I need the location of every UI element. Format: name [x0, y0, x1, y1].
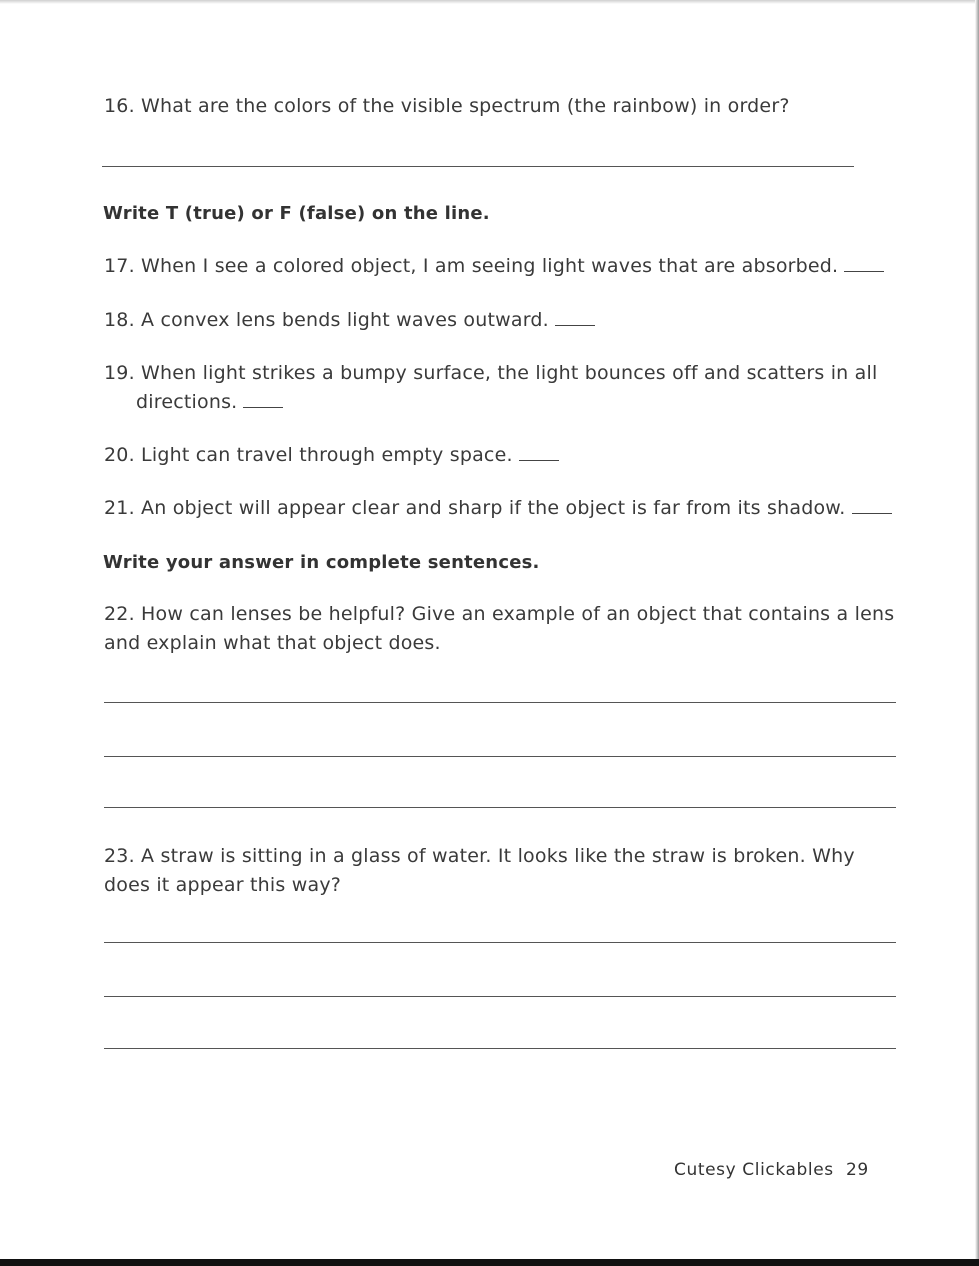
- question-19-text: directions.: [136, 391, 238, 413]
- sentences-heading: Write your answer in complete sentences.: [103, 552, 540, 573]
- answer-blank-18[interactable]: [555, 311, 595, 326]
- answer-blank-20[interactable]: [519, 446, 559, 461]
- question-18-text: 18. A convex lens bends light waves outward.: [104, 309, 549, 331]
- tf-heading: Write T (true) or F (false) on the line.: [103, 203, 490, 224]
- answer-blank-21[interactable]: [852, 499, 892, 514]
- answer-line-23-3[interactable]: [104, 1048, 896, 1049]
- question-18: [104, 306, 595, 335]
- answer-line-22-2[interactable]: [104, 756, 896, 757]
- question-19-line1: 19. When light strikes a bumpy surface, the light bounces off and scatters in all: [104, 362, 878, 384]
- answer-blank-17[interactable]: [844, 257, 884, 272]
- question-21: [104, 494, 892, 523]
- answer-line-16[interactable]: [102, 166, 854, 167]
- question-23-line1: 23. A straw is sitting in a glass of water. It looks like the straw is broken. Why: [104, 845, 855, 867]
- question-20: [104, 441, 559, 470]
- page-number: 29: [846, 1160, 869, 1180]
- question-20-text: 20. Light can travel through empty space.: [104, 444, 513, 466]
- answer-line-23-2[interactable]: [104, 996, 896, 997]
- question-19-line2: [136, 388, 283, 417]
- question-17: [104, 252, 884, 281]
- question-23-line2: does it appear this way?: [104, 874, 342, 896]
- scan-edge-right: [975, 0, 979, 1266]
- answer-line-23-1[interactable]: [104, 942, 896, 943]
- footer-brand: Cutesy Clickables: [674, 1160, 834, 1180]
- scan-edge-top: [0, 0, 979, 4]
- question-22-line1: 22. How can lenses be helpful? Give an example of an object that contains a lens: [104, 603, 895, 625]
- answer-line-22-1[interactable]: [104, 702, 896, 703]
- question-16: 16. What are the colors of the visible spectrum (the rainbow) in order?: [104, 95, 790, 117]
- question-17-text: 17. When I see a colored object, I am seeing light waves that are absorbed.: [104, 255, 839, 277]
- question-22-line2: and explain what that object does.: [104, 632, 441, 654]
- question-21-text: 21. An object will appear clear and sharp if the object is far from its shadow.: [104, 497, 846, 519]
- scan-edge-bottom: [0, 1259, 979, 1266]
- answer-line-22-3[interactable]: [104, 807, 896, 808]
- answer-blank-19[interactable]: [243, 393, 283, 408]
